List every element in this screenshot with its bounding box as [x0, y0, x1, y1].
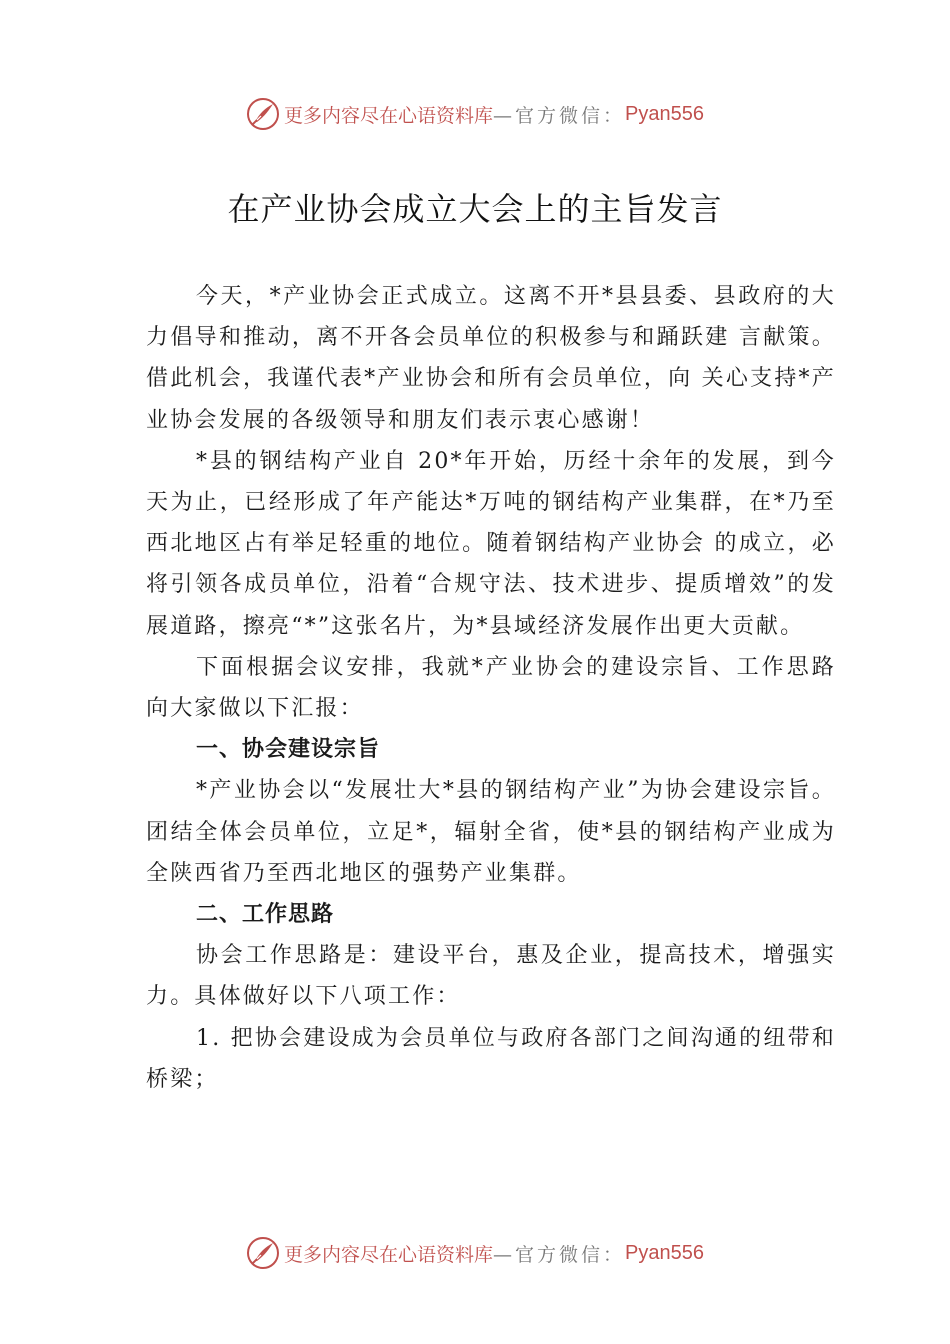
document-title: 在产业协会成立大会上的主旨发言 [227, 190, 723, 228]
feather-pen-logo-icon [246, 97, 280, 131]
section-heading-purpose: 一、协会建设宗旨 [196, 737, 381, 763]
paragraph-report-intro: 下面根据会议安排，我就*产业协会的建设宗旨、工作思路向大家做以下汇报： [146, 654, 836, 722]
paragraph-purpose: *产业协会以“发展壮大*县的钢结构产业”为协会建设宗旨。团结全体会员单位，立足*，辐射全省，使*县的钢结构产业成为全陕西省乃至西北地区的强势产业集群。 [146, 778, 836, 886]
document-body [146, 276, 836, 1100]
paragraph-industry-history: *县的钢结构产业自 20*年开始，历经十余年的发展，到今天为止，已经形成了年产能达*万吨的钢结构产业集群，在*乃至西北地区占有举足轻重的地位。随着钢结构产业协会 的成立，必将引领各成员单位，沿着“合规守法、技术进步、提质增效”的发展道路，擦亮“*”这张名片，为*县域经济发展作出更大贡献。 [146, 448, 836, 639]
list-item-1: 1. 把协会建设成为会员单位与政府各部门之间沟通的纽带和桥梁； [146, 1025, 836, 1092]
watermark-official-label: —官方微信： [493, 104, 626, 127]
paragraph-approach: 协会工作思路是：建设平台，惠及企业，提高技术，增强实力。具体做好以下八项工作： [146, 943, 836, 1010]
footer-watermark [0, 1233, 950, 1273]
section-heading-approach: 二、工作思路 [196, 902, 335, 928]
header-watermark [0, 94, 950, 134]
watermark-wechat-id: Pyan556 [625, 102, 704, 125]
watermark-brand: 更多内容尽在心语资料库 [284, 104, 494, 127]
watermark-wechat-id: Pyan556 [625, 1241, 704, 1264]
watermark-official-label: —官方微信： [493, 1243, 626, 1266]
watermark-brand: 更多内容尽在心语资料库 [284, 1243, 494, 1266]
paragraph-opening: 今天，*产业协会正式成立。这离不开*县县委、县政府的大力倡导和推动，离不开各会员单位的积极参与和踊跃建 言献策。借此机会，我谨代表*产业协会和所有会员单位，向 关心支持*产业协会发展的各级领导和朋友们表示衷心感谢！ [146, 284, 836, 433]
feather-pen-logo-icon [246, 1236, 280, 1270]
